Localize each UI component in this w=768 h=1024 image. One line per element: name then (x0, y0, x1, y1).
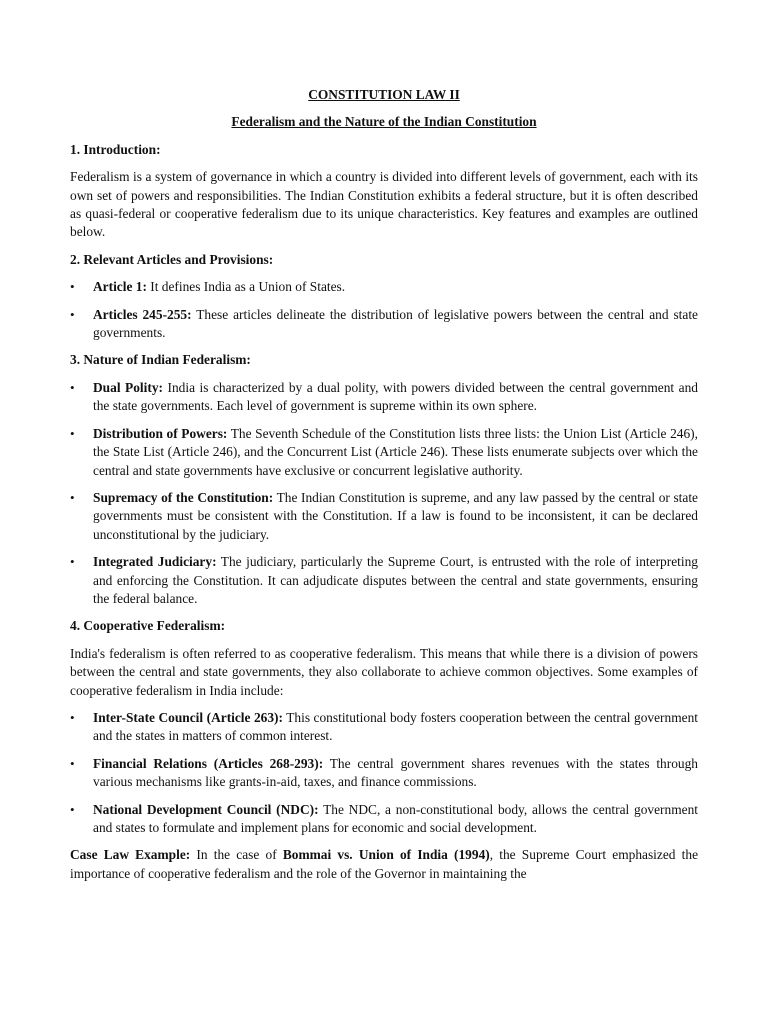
list-item (70, 489, 698, 544)
list-item-text: The Indian Constitution is supreme, and any law passed by the central or state governments must be consistent with the Constitution. If a law is found to be inconsistent, it can be declared unconstitutional by the judiciary. (93, 489, 698, 542)
list-item (70, 755, 698, 792)
bullet-icon: • (70, 709, 75, 725)
document-title: CONSTITUTION LAW II (308, 87, 460, 102)
list-item-text: The Seventh Schedule of the Constitution lists three lists: the Union List (Article 246), the State List (Article 246), and the Concurrent List (Article 246). These lists enumerate subjects over which the central and state governments have exclusive or concurrent legislative authority. (93, 425, 698, 478)
case-law-case-name: Bommai vs. Union of India (1994) (282, 847, 490, 863)
section-heading-articles: 2. Relevant Articles and Provisions: (70, 251, 274, 267)
section-heading-cooperative: 4. Cooperative Federalism: (70, 618, 226, 634)
list-item-text: This constitutional body fosters cooperation between the central government and the states in matters of common interest. (93, 709, 698, 744)
list-item-text: The NDC, a non-constitutional body, allows the central government and states to formulate and implement plans for economic and social development. (93, 801, 698, 835)
list-item-term: Distribution of Powers: (93, 425, 228, 441)
case-law-text-after: , the Supreme Court emphasized the importance of cooperative federalism and the role of the Governor in maintaining the (70, 847, 699, 881)
list-item-text: The central government shares revenues with the states through various mechanisms like grants-in-aid, taxes, and finance commissions. (93, 755, 698, 790)
bullet-icon: • (70, 425, 75, 441)
list-item-term: Integrated Judiciary: (93, 554, 217, 570)
bullet-icon: • (70, 379, 75, 395)
nature-list (70, 379, 698, 608)
list-item-term: Articles 245-255: (93, 306, 192, 322)
bullet-icon: • (70, 306, 75, 322)
list-item-term: Inter-State Council (Article 263): (93, 709, 283, 725)
list-item-term: Dual Polity: (93, 379, 163, 395)
case-law-text-before: In the case of (190, 847, 283, 863)
list-item-term: Supremacy of the Constitution: (93, 489, 274, 505)
list-item (70, 553, 698, 608)
list-item (70, 306, 698, 343)
section-heading-introduction: 1. Introduction: (70, 141, 161, 157)
bullet-icon: • (70, 755, 75, 771)
document-subtitle: Federalism and the Nature of the Indian Constitution (231, 114, 537, 130)
articles-list (70, 278, 698, 342)
cooperative-list (70, 709, 698, 837)
cooperative-paragraph: India's federalism is often referred to as cooperative federalism. This means that while there is a division of powers between the central and state governments, they also collaborate to achieve common objectives. Some examples of cooperative federalism in India include: (70, 645, 698, 698)
bullet-icon: • (70, 801, 75, 817)
list-item (70, 801, 698, 838)
list-item-text: These articles delineate the distribution of legislative powers between the central and state governments. (93, 306, 698, 341)
bullet-icon: • (70, 279, 75, 295)
list-item (70, 425, 698, 480)
list-item (70, 709, 698, 746)
list-item (70, 379, 698, 416)
introduction-paragraph: Federalism is a system of governance in which a country is divided into different levels of government, each with its own set of powers and responsibilities. The Indian Constitution exhibits a federal structure, but it is often described as quasi-federal or cooperative federalism due to its unique characteristics. Key features and examples are outlined below. (70, 169, 698, 240)
bullet-icon: • (70, 489, 75, 505)
list-item-term: Article 1: (93, 279, 147, 295)
list-item-text: The judiciary, particularly the Supreme Court, is entrusted with the role of interpreting and enforcing the Constitution. It can adjudicate disputes between the central and state governments, ensuring the federal balance. (93, 554, 698, 606)
list-item-text: India is characterized by a dual polity, with powers divided between the central government and the state governments. Each level of government is supreme within its own sphere. (93, 379, 698, 414)
section-heading-nature: 3. Nature of Indian Federalism: (70, 352, 251, 368)
case-law-label: Case Law Example: (70, 847, 191, 863)
list-item (70, 278, 698, 296)
list-item-term: Financial Relations (Articles 268-293): (93, 755, 324, 771)
list-item-text: It defines India as a Union of States. (146, 279, 346, 295)
list-item-term: National Development Council (NDC): (93, 801, 319, 817)
case-law-paragraph (70, 846, 698, 883)
bullet-icon: • (70, 554, 75, 570)
